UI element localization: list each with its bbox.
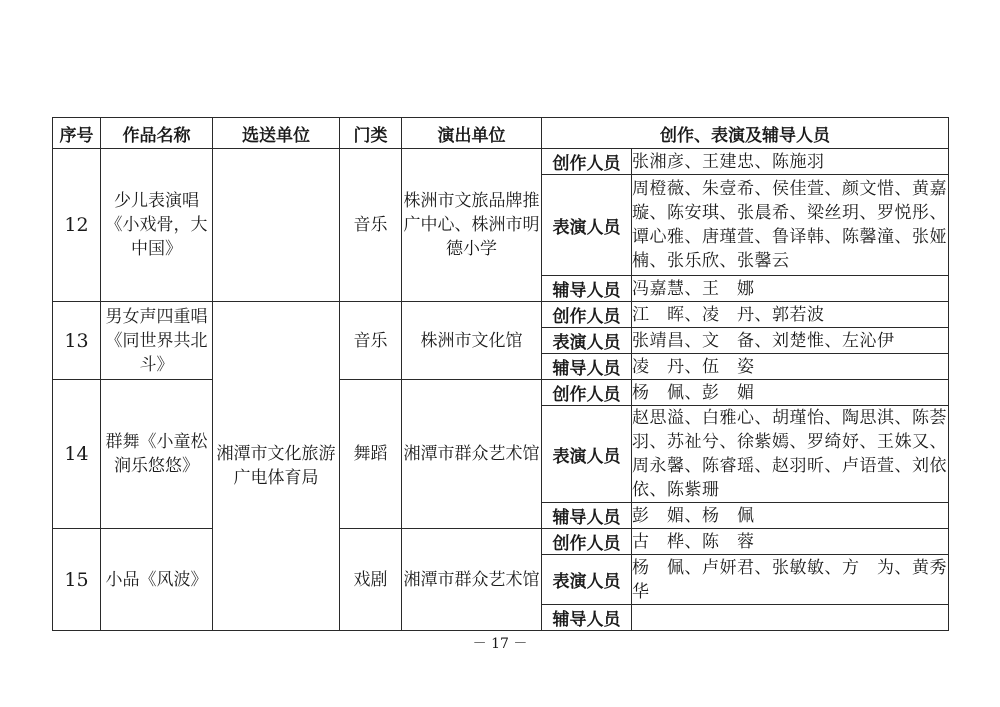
row-category: 戏剧 xyxy=(340,529,402,631)
awards-table xyxy=(52,117,949,631)
row-title: 少儿表演唱《小戏骨，大中国》 xyxy=(101,149,213,302)
page-number: － 17 － xyxy=(472,636,528,652)
performance-staff: 周橙薇、朱壹希、侯佳萱、颜文惜、黄嘉璇、陈安琪、张晨希、梁丝玥、罗悦彤、谭心雅、唐瑾萱、鲁译韩、陈馨潼、张娅楠、张乐欣、张馨云 xyxy=(632,175,949,276)
header-row xyxy=(53,118,949,149)
coaching-staff: 凌 丹、伍 姿 xyxy=(632,354,949,380)
role-label-creation: 创作人员 xyxy=(542,302,632,328)
row-seq: 15 xyxy=(53,529,101,631)
submitter-cell-empty xyxy=(213,149,340,302)
row-category: 音乐 xyxy=(340,302,402,380)
row-title: 群舞《小童松涧乐悠悠》 xyxy=(101,380,213,529)
header-category: 门类 xyxy=(340,118,402,149)
role-label-performance: 表演人员 xyxy=(542,328,632,354)
row-seq: 14 xyxy=(53,380,101,529)
coaching-staff: 冯嘉慧、王 娜 xyxy=(632,276,949,302)
header-seq: 序号 xyxy=(53,118,101,149)
row-category: 音乐 xyxy=(340,149,402,302)
performance-staff: 张靖昌、文 备、刘楚惟、左沁伊 xyxy=(632,328,949,354)
creation-staff: 张湘彦、王建忠、陈施羽 xyxy=(632,149,949,175)
row-submitter: 湘潭市文化旅游广电体育局 xyxy=(213,302,340,631)
row-performer: 株洲市文旅品牌推广中心、株洲市明德小学 xyxy=(402,149,542,302)
role-label-coaching: 辅导人员 xyxy=(542,605,632,631)
creation-staff: 古 桦、陈 蓉 xyxy=(632,529,949,555)
performance-staff: 杨 佩、卢妍君、张敏敏、方 为、黄秀华 xyxy=(632,555,949,605)
role-label-coaching: 辅导人员 xyxy=(542,503,632,529)
role-label-performance: 表演人员 xyxy=(542,555,632,605)
row-category: 舞蹈 xyxy=(340,380,402,529)
row-seq: 13 xyxy=(53,302,101,380)
row-performer: 湘潭市群众艺术馆 xyxy=(402,529,542,631)
row-title: 男女声四重唱《同世界共北斗》 xyxy=(101,302,213,380)
role-label-creation: 创作人员 xyxy=(542,380,632,406)
creation-staff: 杨 佩、彭 媚 xyxy=(632,380,949,406)
performance-staff: 赵思溢、白雅心、胡瑾怡、陶思淇、陈荟羽、苏祉兮、徐紫嫣、罗绮妤、王姝又、周永馨、陈睿瑶、赵羽昕、卢语萱、刘依依、陈紫珊 xyxy=(632,406,949,503)
row-performer: 株洲市文化馆 xyxy=(402,302,542,380)
header-submitter: 选送单位 xyxy=(213,118,340,149)
header-title: 作品名称 xyxy=(101,118,213,149)
row-performer: 湘潭市群众艺术馆 xyxy=(402,380,542,529)
table-row xyxy=(53,529,949,555)
row-seq: 12 xyxy=(53,149,101,302)
header-performer: 演出单位 xyxy=(402,118,542,149)
creation-staff: 江 晖、凌 丹、郭若波 xyxy=(632,302,949,328)
header-staff: 创作、表演及辅导人员 xyxy=(542,118,949,149)
role-label-performance: 表演人员 xyxy=(542,175,632,276)
coaching-staff xyxy=(632,605,949,631)
table-row xyxy=(53,302,949,328)
coaching-staff: 彭 媚、杨 佩 xyxy=(632,503,949,529)
role-label-creation: 创作人员 xyxy=(542,529,632,555)
table-row xyxy=(53,149,949,175)
role-label-coaching: 辅导人员 xyxy=(542,354,632,380)
role-label-performance: 表演人员 xyxy=(542,406,632,503)
table-row xyxy=(53,380,949,406)
role-label-coaching: 辅导人员 xyxy=(542,276,632,302)
role-label-creation: 创作人员 xyxy=(542,149,632,175)
row-title: 小品《风波》 xyxy=(101,529,213,631)
